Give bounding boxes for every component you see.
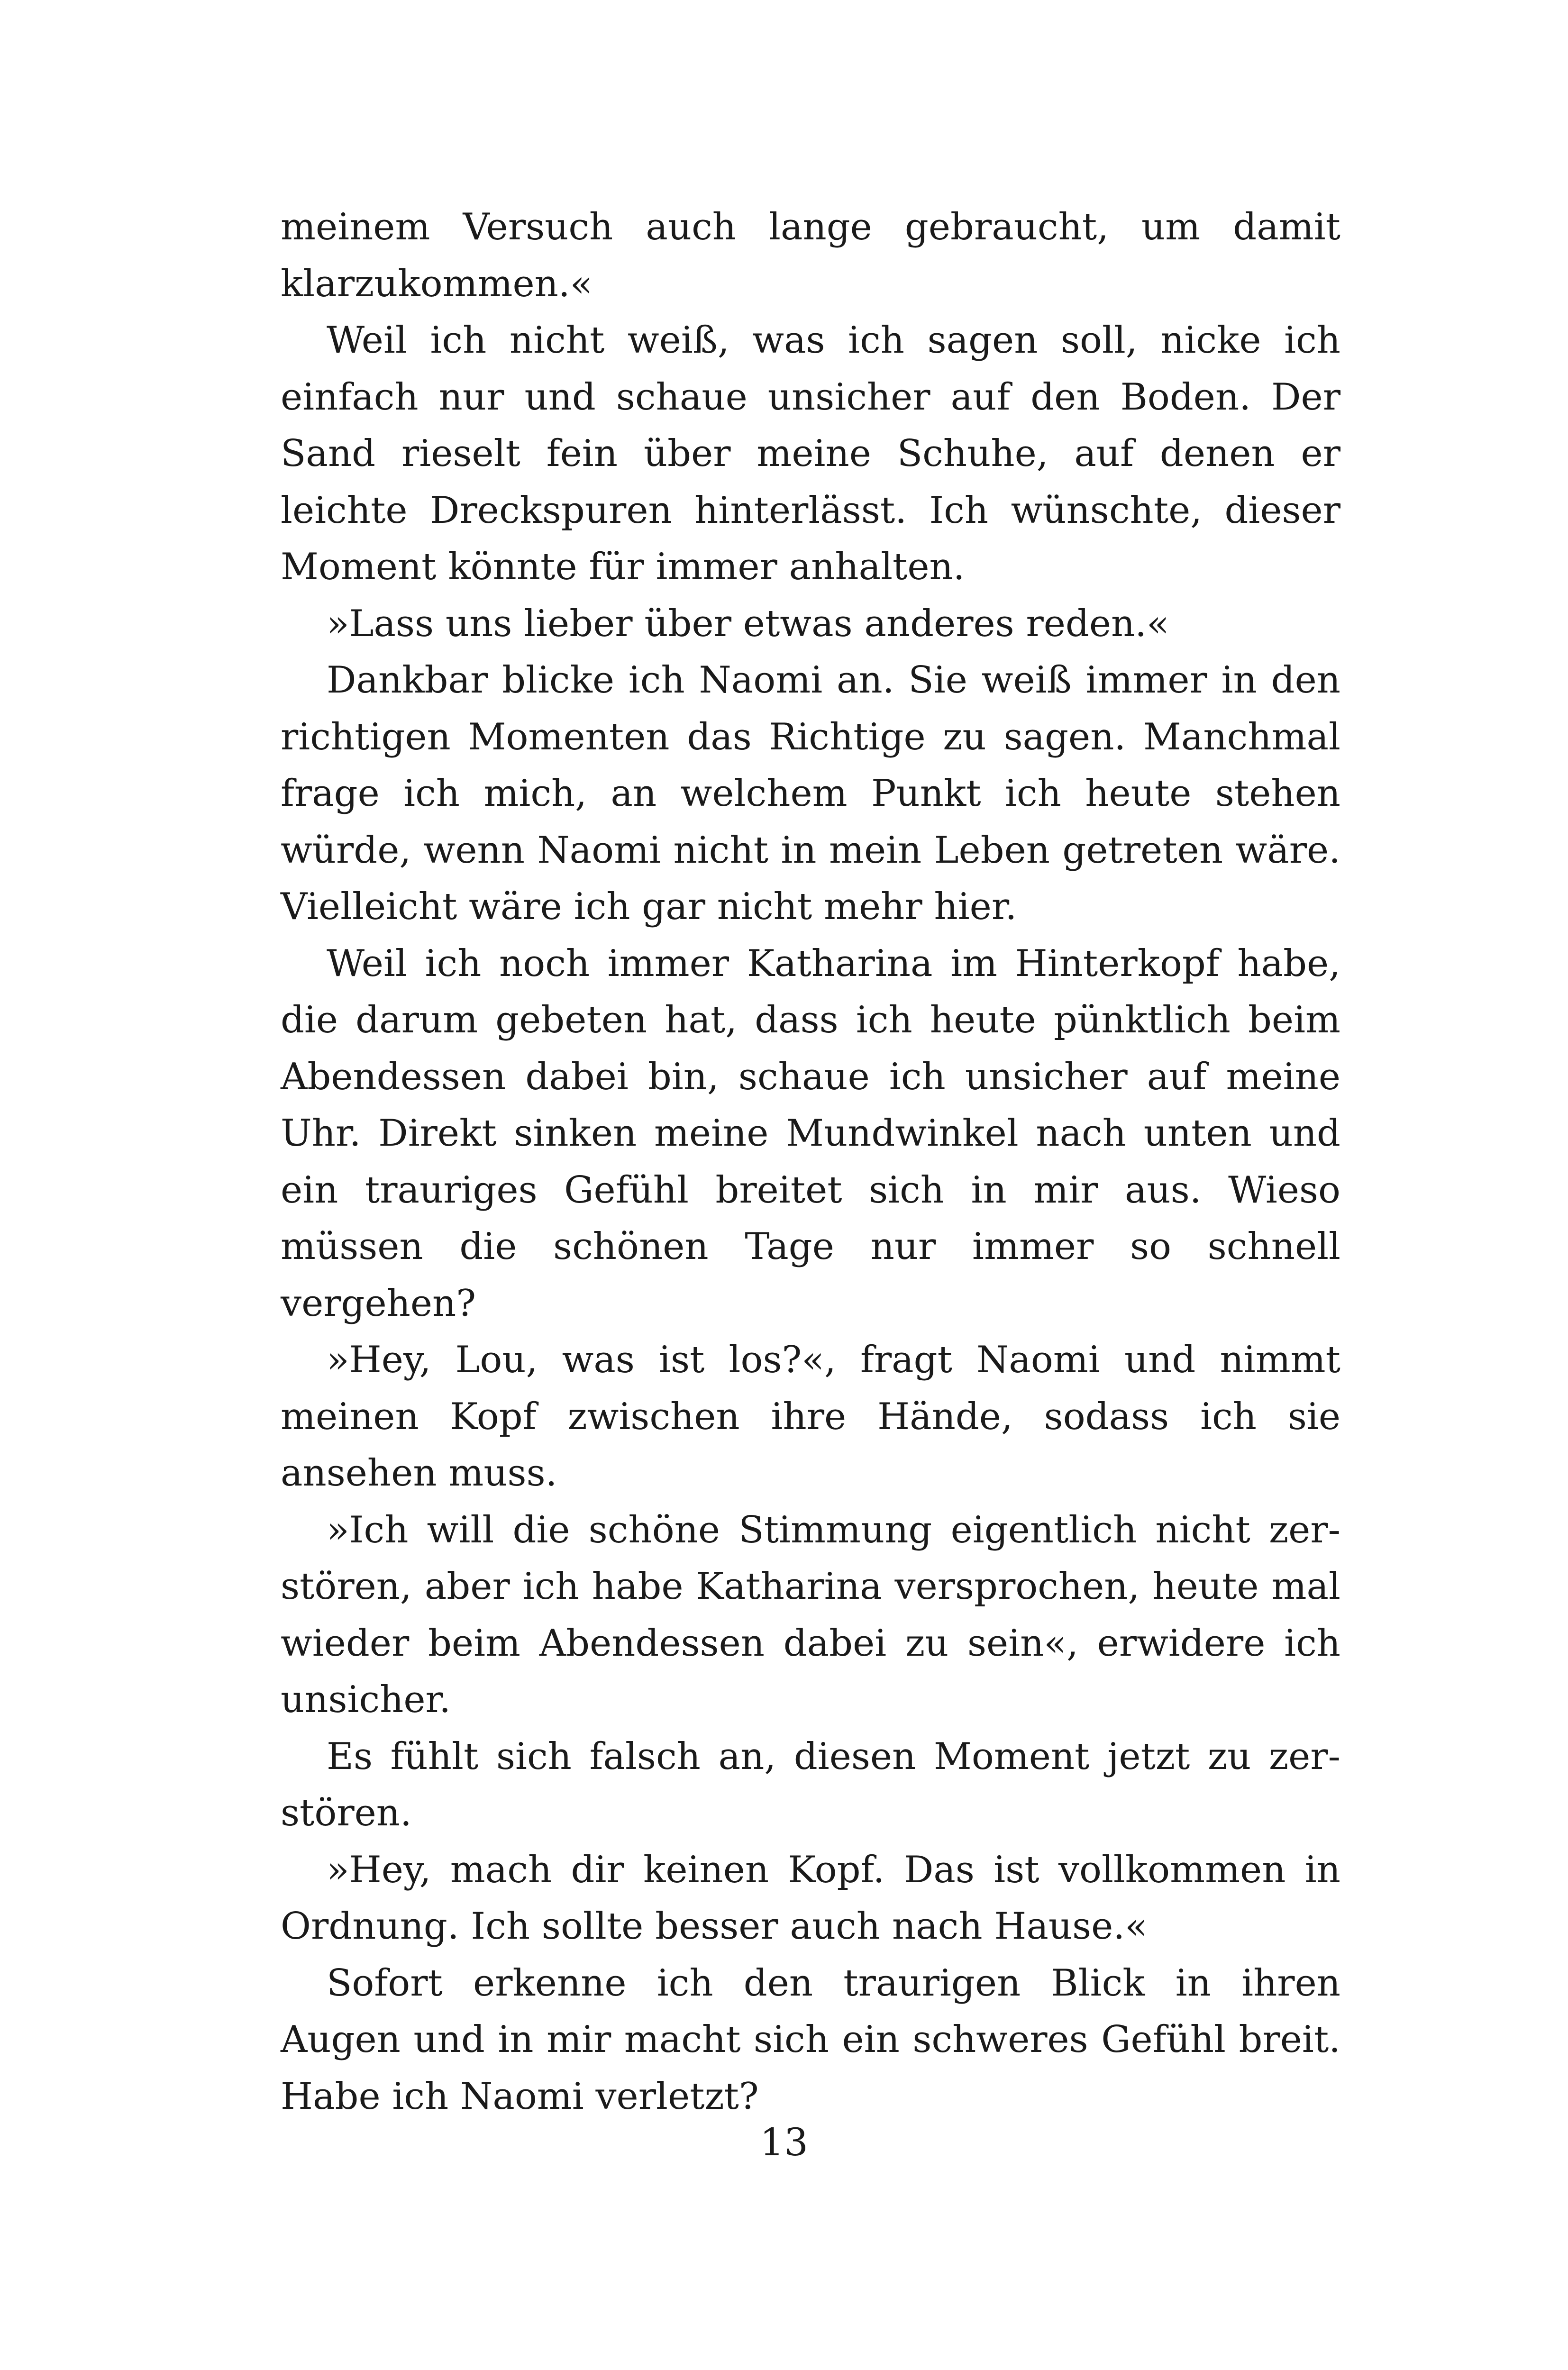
paragraph: »Lass uns lieber über etwas anderes reden.« <box>327 602 1169 645</box>
paragraph: Weil ich nicht weiß, was ich sagen soll, nicke ich einfach nur und schaue unsicher auf den Boden. Der Sand rieselt fein über meine Schuhe, auf denen er leichte Dreckspuren hinterlässt. Ich wünschte, dieser Moment könnte für immer anhalten. <box>281 319 1340 588</box>
paragraph: meinem Versuch auch lange gebraucht, um damit klarzukommen.« <box>281 206 1340 305</box>
paragraph: »Hey, Lou, was ist los?«, fragt Naomi und nimmt meinen Kopf zwischen ihre Hände, sodass ich sie ansehen muss. <box>281 1339 1340 1495</box>
paragraph: Weil ich noch immer Katharina im Hinterkopf habe, die darum gebeten hat, dass ich heute pünktlich beim Abendessen dabei bin, schaue ich unsicher auf meine Uhr. Direkt sinken meine Mundwinkel nach unten und ein trauriges Gefühl breitet sich in mir aus. Wieso müssen die schönen Tage nur immer so schnell vergehen? <box>281 942 1340 1325</box>
body-text <box>281 199 1340 2125</box>
paragraph: Es fühlt sich falsch an, diesen Moment jetzt zu zerstören. <box>281 1735 1340 1834</box>
page-number: 13 <box>760 2120 808 2164</box>
paragraph: »Ich will die schöne Stimmung eigentlich nicht zerstören, aber ich habe Katharina versprochen, heute mal wieder beim Abendessen dabei zu sein«, erwidere ich unsicher. <box>281 1508 1340 1721</box>
paragraph: »Hey, mach dir keinen Kopf. Das ist vollkommen in Ordnung. Ich sollte besser auch nach Hause.« <box>281 1848 1340 1948</box>
paragraph: Dankbar blicke ich Naomi an. Sie weiß immer in den richtigen Momenten das Richtige zu sagen. Manchmal frage ich mich, an welchem Punkt ich heute stehen würde, wenn Naomi nicht in mein Leben getreten wäre. Vielleicht wäre ich gar nicht mehr hier. <box>281 659 1340 928</box>
paragraph: Sofort erkenne ich den traurigen Blick in ihren Augen und in mir macht sich ein schweres Gefühl breit. Habe ich Naomi verletzt? <box>281 1961 1340 2118</box>
